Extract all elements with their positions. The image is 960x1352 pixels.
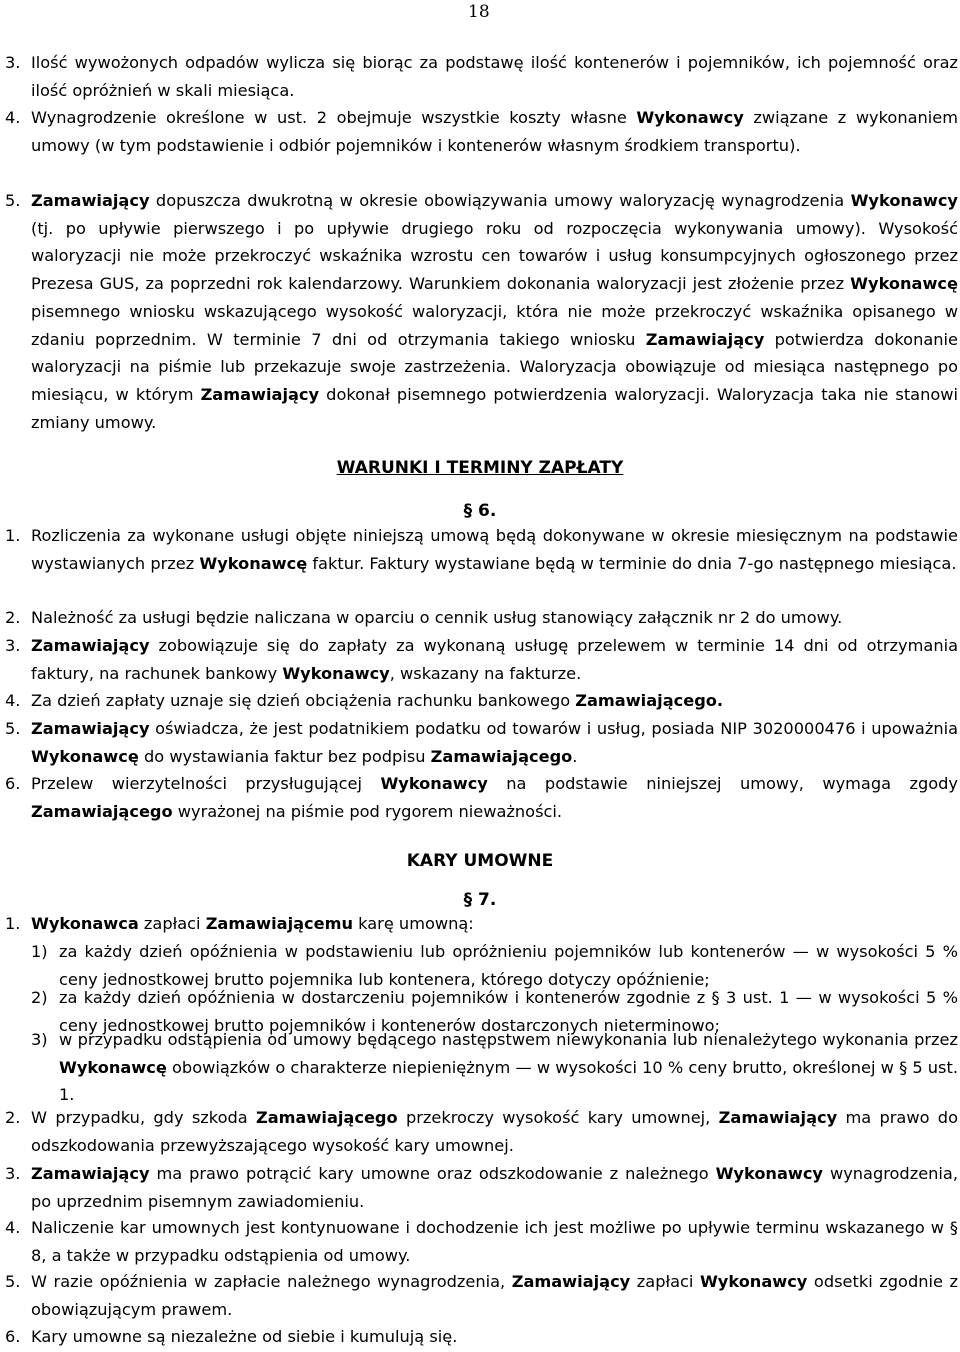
item-text: . xyxy=(572,746,578,766)
item-text: dopuszcza dwukrotną w okresie obowiązywania umowy waloryzację wynagrodzenia xyxy=(149,191,851,210)
item-number: 5. xyxy=(5,719,21,738)
section-number: § 6. xyxy=(463,501,497,521)
item-number: 6. xyxy=(5,774,21,793)
item-text: na podstawie niniejszej umowy, wymaga zgody xyxy=(487,774,958,793)
item-number: 4. xyxy=(5,691,21,710)
item-text: Przelew wierzytelności przysługującej xyxy=(31,774,381,793)
bold-term: Wykonawcy xyxy=(636,108,744,127)
item-text: do wystawiania faktur bez podpisu xyxy=(138,746,431,766)
item-text: Naliczenie kar umownych jest kontynuowane i dochodzenie ich jest możliwe po upływie terminu wskazanego w § 8, a także w przypadku odstąpienia od umowy. xyxy=(31,1218,958,1265)
bold-term: Wykonawcy xyxy=(850,191,958,210)
item-text: pisemnego wniosku wskazującego wysokość waloryzacji, która nie może przekroczyć wskaźnika opisanego w zdaniu poprzednim. W terminie 7 dni od otrzymania takiego wniosku xyxy=(31,301,958,349)
bold-term: Wykonawcę xyxy=(850,274,958,294)
bold-term: Zamawiający xyxy=(200,384,320,404)
item-text: Za dzień zapłaty uznaje się dzień obciążenia rachunku bankowego xyxy=(31,691,576,710)
bold-term: Zamawiający xyxy=(511,1272,631,1291)
item-text: obowiązków o charakterze niepieniężnym — w wysokości 10 % ceny brutto, określonej w § 5 ust. 1. xyxy=(59,1057,958,1105)
list-item xyxy=(5,1160,958,1215)
item-number: 3. xyxy=(5,1164,21,1183)
list-item xyxy=(5,187,958,436)
item-text: przekroczy wysokość kary umownej, xyxy=(397,1108,719,1127)
item-text: w przypadku odstąpienia od umowy będącego następstwem niewykonania lub nienależytego wykonania przez xyxy=(59,1030,958,1049)
sub-item-number: 1) xyxy=(31,942,48,961)
item-text: (tj. po upływie pierwszego i po upływie drugiego roku od rozpoczęcia wykonywania umowy). Wysokość waloryzacji nie może przekroczyć wskaźnika wzrostu cen towarów i usług konsumpcyjnych ogłoszonego przez Prezesa GUS, za poprzedni rok kalendarzowy. Warunkiem dokonania waloryzacji jest złożenie przez xyxy=(31,218,958,294)
item-text: Rozliczenia za wykonane usługi objęte niniejszą umową będą dokonywane w okresie miesięcznym na podstawie wystawianych przez xyxy=(31,526,958,573)
list-item xyxy=(5,1268,958,1323)
list-item xyxy=(5,1214,958,1269)
item-text: karę umowną: xyxy=(353,914,474,933)
item-text: potwierdza dokonanie waloryzacji na piśmie lub przekazuje swoje zastrzeżenia. Waloryzacja obowiązuje od miesiąca następnego po miesiącu, w którym xyxy=(31,329,958,404)
item-text: wyrażonej na piśmie pod rygorem nieważności. xyxy=(172,801,563,821)
section-heading: KARY UMOWNE xyxy=(406,851,554,871)
item-number: 5. xyxy=(5,1272,21,1291)
sub-list-item xyxy=(31,1026,958,1109)
item-text: dokonał pisemnego potwierdzenia waloryzacji. Waloryzacja taka nie stanowi zmiany umowy. xyxy=(31,384,958,432)
section-heading: WARUNKI I TERMINY ZAPŁATY xyxy=(336,458,624,478)
bold-term: Zamawiającego. xyxy=(575,691,724,710)
bold-term: Zamawiającego xyxy=(256,1108,398,1127)
bold-term: Zamawiający xyxy=(31,636,150,655)
bold-term: Zamawiającego xyxy=(430,746,573,766)
bold-term: Wykonawcę xyxy=(59,1057,167,1077)
item-text: oświadcza, że jest podatnikiem podatku od towarów i usług, posiada NIP 3020000476 i upoważnia xyxy=(149,719,958,738)
bold-term: Wykonawcy xyxy=(380,774,488,793)
item-number: 1. xyxy=(5,526,21,545)
item-text: , wskazany na fakturze. xyxy=(389,663,582,683)
bold-term: Wykonawca xyxy=(31,914,139,933)
list-item xyxy=(5,604,958,632)
item-text: związane z wykonaniem umowy (w tym podstawienie i odbiór pojemników i kontenerów własnym środkiem transportu). xyxy=(31,108,958,155)
bold-term: Wykonawcy xyxy=(282,663,390,683)
bold-term: Zamawiający xyxy=(645,329,765,349)
bold-term: Zamawiającemu xyxy=(205,914,354,933)
bold-term: Zamawiający xyxy=(718,1108,838,1127)
bold-term: Wykonawcy xyxy=(699,1272,808,1291)
bold-term: Zamawiający xyxy=(31,1164,150,1183)
item-text: zobowiązuje się do zapłaty za wykonaną usługę przelewem w terminie 14 dni od otrzymania faktury, na rachunek bankowy xyxy=(31,636,958,683)
item-text: W razie opóźnienia w zapłacie należnego wynagrodzenia, xyxy=(31,1272,512,1291)
item-number: 2. xyxy=(5,1108,21,1127)
list-item xyxy=(5,49,958,104)
item-text: za każdy dzień opóźnienia w podstawieniu lub opróżnieniu pojemników lub kontenerów — w wysokości 5 % ceny jednostkowej brutto pojemnika lub kontenera, którego dotyczy opóźnienie; xyxy=(59,942,958,989)
section-number: § 7. xyxy=(463,890,497,910)
item-number: 3. xyxy=(5,53,21,72)
list-item xyxy=(5,715,958,770)
item-number: 2. xyxy=(5,608,21,627)
item-number: 3. xyxy=(5,636,21,655)
list-item xyxy=(5,687,958,715)
item-text: wynagrodzenia, po uprzednim pisemnym zawiadomieniu. xyxy=(31,1164,958,1211)
item-text: odsetki zgodnie z obowiązującym prawem. xyxy=(31,1272,958,1319)
bold-term: Zamawiający xyxy=(31,191,150,210)
item-number: 6. xyxy=(5,1327,21,1346)
item-text: za każdy dzień opóźnienia w dostarczeniu pojemników i kontenerów zgodnie z § 3 ust. 1 — w wysokości 5 % ceny jednostkowej brutto pojemników i kontenerów dostarczonych nieterminowo; xyxy=(59,988,958,1035)
list-item xyxy=(5,1323,958,1351)
item-text: Należność za usługi będzie naliczana w oparciu o cennik usług stanowiący załącznik nr 2 do umowy. xyxy=(31,608,843,627)
list-item xyxy=(5,770,958,825)
list-item xyxy=(5,910,958,938)
item-text: Kary umowne są niezależne od siebie i kumulują się. xyxy=(31,1327,458,1346)
item-text: ma prawo potrącić kary umowne oraz odszkodowanie z należnego xyxy=(149,1164,716,1183)
bold-term: Wykonawcę xyxy=(199,553,308,573)
list-item xyxy=(5,632,958,687)
list-item xyxy=(5,522,958,577)
item-number: 4. xyxy=(5,1218,21,1237)
item-number: 1. xyxy=(5,914,21,933)
item-text: zapłaci xyxy=(138,914,206,933)
bold-term: Zamawiającego xyxy=(31,801,173,821)
item-text: ma prawo do odszkodowania przewyższającego wysokość kary umownej. xyxy=(31,1108,958,1155)
item-text: W przypadku, gdy szkoda xyxy=(31,1108,256,1127)
list-item xyxy=(5,104,958,159)
item-text: Ilość wywożonych odpadów wylicza się biorąc za podstawę ilość kontenerów i pojemników, ich pojemność oraz ilość opróżnień w skali miesiąca. xyxy=(31,53,958,100)
item-number: 4. xyxy=(5,108,21,127)
item-text: Wynagrodzenie określone w ust. 2 obejmuje wszystkie koszty własne xyxy=(31,108,637,127)
item-number: 5. xyxy=(5,191,21,210)
bold-term: Zamawiający xyxy=(31,719,150,738)
bold-term: Wykonawcy xyxy=(715,1164,823,1183)
item-text: faktur. Faktury wystawiane będą w terminie do dnia 7-go następnego miesiąca. xyxy=(307,553,957,573)
list-item xyxy=(5,1104,958,1159)
page-number: 18 xyxy=(468,2,490,22)
item-text: zapłaci xyxy=(630,1272,700,1291)
sub-item-number: 3) xyxy=(31,1030,48,1049)
sub-item-number: 2) xyxy=(31,988,48,1007)
bold-term: Wykonawcę xyxy=(31,746,139,766)
